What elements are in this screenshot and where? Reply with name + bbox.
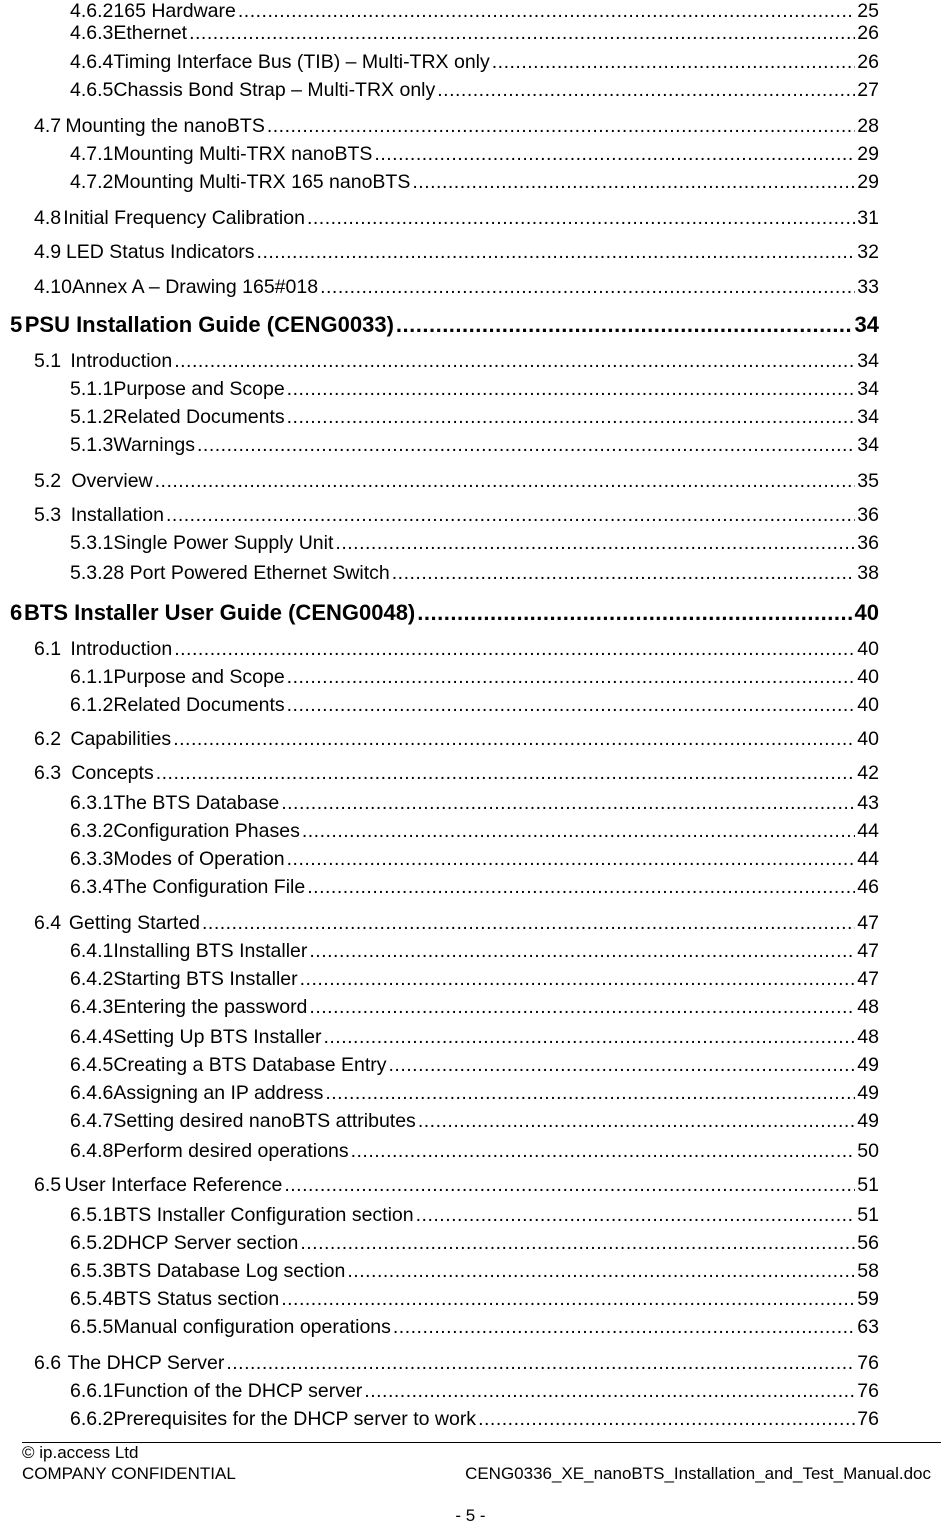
toc-entry[interactable] <box>0 504 879 532</box>
toc-entry[interactable] <box>0 22 879 50</box>
toc-entry-number: 6.6.2 <box>70 1408 114 1430</box>
toc-entry-title: Mounting Multi-TRX nanoBTS <box>113 143 373 165</box>
toc-entry[interactable] <box>0 728 879 756</box>
toc-entry[interactable] <box>0 1260 879 1288</box>
toc-entry-page: 34 <box>854 312 879 337</box>
toc-entry-number: 6.4.2 <box>70 968 114 990</box>
toc-entry-page: 35 <box>857 470 879 492</box>
toc-entry-title: 8 Port Powered Ethernet Switch <box>113 562 390 584</box>
toc-entry-title: Warnings <box>113 434 196 456</box>
toc-leader-dots <box>287 378 856 401</box>
toc-entry-title: Timing Interface Bus (TIB) – Multi-TRX only <box>113 51 490 73</box>
toc-entry-page: 31 <box>857 207 879 229</box>
toc-entry-number: 4.7.2 <box>70 171 114 193</box>
toc-entry-title: Function of the DHCP server <box>113 1380 363 1402</box>
toc-leader-dots <box>437 79 855 102</box>
toc-entry-title: Starting BTS Installer <box>113 968 298 990</box>
toc-entry-title: Creating a BTS Database Entry <box>113 1054 387 1076</box>
toc-entry-title: The DHCP Server <box>67 1352 225 1374</box>
toc-entry-number: 4.7.1 <box>70 143 114 165</box>
toc-entry-page: 29 <box>857 171 879 193</box>
toc-entry[interactable] <box>0 207 879 235</box>
toc-leader-dots <box>492 51 856 74</box>
toc-leader-dots <box>307 207 855 230</box>
toc-entry-title: Single Power Supply Unit <box>113 532 334 554</box>
toc-entry-page: 49 <box>857 1110 879 1132</box>
toc-entry-number: 6.4.4 <box>70 1026 114 1048</box>
toc-entry-number: 4.6.3 <box>70 22 114 44</box>
toc-entry-number: 6.2 <box>34 728 62 750</box>
toc-entry-page: 44 <box>857 848 879 870</box>
toc-entry-number: 6.5.3 <box>70 1260 114 1282</box>
toc-entry-page: 42 <box>857 762 879 784</box>
toc-entry-number: 6.6 <box>34 1352 62 1374</box>
toc-entry-number: 6.4.1 <box>70 940 114 962</box>
toc-leader-dots <box>287 406 856 429</box>
toc-leader-dots <box>287 848 856 871</box>
toc-entry-title: Perform desired operations <box>113 1140 349 1162</box>
toc-entry-page: 47 <box>857 912 879 934</box>
footer-page-number: - 5 - <box>455 1506 486 1525</box>
footer-confidentiality: COMPANY CONFIDENTIAL <box>22 1464 236 1483</box>
toc-entry-page: 33 <box>857 276 879 298</box>
toc-entry-number: 4.6.5 <box>70 79 114 101</box>
toc-entry-page: 51 <box>857 1204 879 1226</box>
toc-entry-number: 5.1.2 <box>70 406 114 428</box>
toc-entry-title: BTS Status section <box>113 1288 280 1310</box>
toc-leader-dots <box>307 876 855 899</box>
toc-entry-number: 4.9 <box>34 241 62 263</box>
toc-entry-number: 6.4.3 <box>70 996 114 1018</box>
toc-entry[interactable] <box>0 600 879 628</box>
toc-entry[interactable] <box>0 1026 879 1054</box>
toc-entry-number: 4.8 <box>34 207 62 229</box>
toc-leader-dots <box>389 1054 856 1077</box>
toc-entry[interactable] <box>0 996 879 1024</box>
toc-entry-page: 47 <box>857 968 879 990</box>
toc-entry[interactable] <box>0 241 879 269</box>
toc-entry[interactable] <box>0 312 879 340</box>
toc-entry-number: 6.6.1 <box>70 1380 114 1402</box>
toc-entry-number: 5.3.1 <box>70 532 114 554</box>
toc-entry-title: Setting desired nanoBTS attributes <box>113 1110 416 1132</box>
toc-entry-number: 5.1 <box>34 350 62 372</box>
toc-entry[interactable] <box>0 666 879 694</box>
toc-entry[interactable] <box>0 1380 879 1408</box>
toc-entry-page: 34 <box>857 434 879 456</box>
toc-entry-title: Manual configuration operations <box>113 1316 391 1338</box>
toc-leader-dots <box>392 562 856 585</box>
toc-entry-number: 5.3 <box>34 504 62 526</box>
toc-entry-number: 6.4.7 <box>70 1110 114 1132</box>
toc-leader-dots <box>320 276 855 299</box>
toc-entry-page: 76 <box>857 1352 879 1374</box>
toc-leader-dots <box>374 143 855 166</box>
toc-entry-number: 4.10 <box>34 276 72 298</box>
toc-entry-page: 26 <box>857 51 879 73</box>
toc-entry-page: 76 <box>857 1408 879 1430</box>
toc-leader-dots <box>351 1140 856 1163</box>
toc-entry-page: 51 <box>857 1174 879 1196</box>
toc-entry[interactable] <box>0 378 879 406</box>
toc-entry-page: 25 <box>857 0 879 22</box>
toc-entry[interactable] <box>0 1316 879 1344</box>
toc-entry[interactable] <box>0 1408 879 1436</box>
toc-entry-number: 6.5 <box>34 1174 62 1196</box>
toc-leader-dots <box>155 470 856 493</box>
toc-entry-title: BTS Installer Configuration section <box>113 1204 414 1226</box>
toc-entry-page: 46 <box>857 876 879 898</box>
toc-leader-dots <box>300 968 856 991</box>
toc-entry-page: 29 <box>857 143 879 165</box>
toc-leader-dots <box>396 312 853 338</box>
toc-entry-title: Purpose and Scope <box>113 378 285 400</box>
toc-entry[interactable] <box>0 406 879 434</box>
toc-entry-page: 32 <box>857 241 879 263</box>
toc-leader-dots <box>393 1316 855 1339</box>
toc-leader-dots <box>347 1260 855 1283</box>
toc-entry[interactable] <box>0 1232 879 1260</box>
toc-entry-page: 76 <box>857 1380 879 1402</box>
toc-entry-page: 58 <box>857 1260 879 1282</box>
toc-leader-dots <box>412 171 855 194</box>
toc-entry[interactable] <box>0 792 879 820</box>
toc-entry-page: 34 <box>857 350 879 372</box>
toc-entry[interactable] <box>0 1110 879 1138</box>
toc-entry[interactable] <box>0 1288 879 1316</box>
toc-entry-page: 49 <box>857 1054 879 1076</box>
toc-entry-title: Modes of Operation <box>113 848 285 870</box>
toc-entry-number: 5 <box>10 312 23 337</box>
toc-entry-page: 34 <box>857 406 879 428</box>
toc-entry-title: Getting Started <box>68 912 201 934</box>
toc-entry-number: 6.1.1 <box>70 666 114 688</box>
toc-entry-number: 6 <box>10 600 23 625</box>
toc-entry-page: 36 <box>857 504 879 526</box>
toc-entry-number: 6.5.2 <box>70 1232 114 1254</box>
toc-leader-dots <box>335 532 855 555</box>
toc-entry-page: 43 <box>857 792 879 814</box>
toc-entry-number: 6.1.2 <box>70 694 114 716</box>
toc-entry-title: Purpose and Scope <box>113 666 285 688</box>
toc-entry-number: 6.5.1 <box>70 1204 114 1226</box>
toc-leader-dots <box>238 0 855 23</box>
toc-entry-title: Annex A – Drawing 165#018 <box>71 276 319 298</box>
toc-entry-title: Introduction <box>70 638 173 660</box>
toc-leader-dots <box>281 792 855 815</box>
toc-entry-title: Ethernet <box>113 22 188 44</box>
toc-leader-dots <box>287 694 856 717</box>
toc-entry-page: 44 <box>857 820 879 842</box>
toc-entry-title: 165 Hardware <box>113 0 236 22</box>
toc-entry[interactable] <box>0 143 879 171</box>
toc-leader-dots <box>309 996 855 1019</box>
toc-entry-title: Related Documents <box>113 406 285 428</box>
toc-entry-title: The Configuration File <box>113 876 306 898</box>
toc-entry[interactable] <box>0 848 879 876</box>
toc-entry-page: 48 <box>857 996 879 1018</box>
toc-leader-dots <box>325 1082 855 1105</box>
toc-entry[interactable] <box>0 115 879 143</box>
toc-entry[interactable] <box>0 940 879 968</box>
toc-leader-dots <box>284 1174 855 1197</box>
toc-entry-title: Entering the password <box>113 996 308 1018</box>
toc-entry-number: 6.5.4 <box>70 1288 114 1310</box>
toc-entry-title: Setting Up BTS Installer <box>113 1026 322 1048</box>
toc-entry-number: 4.6.4 <box>70 51 114 73</box>
toc-entry[interactable] <box>0 1082 879 1110</box>
toc-entry-page: 40 <box>857 694 879 716</box>
toc-entry-page: 49 <box>857 1082 879 1104</box>
toc-entry-title: Assigning an IP address <box>113 1082 324 1104</box>
toc-entry-title: Installation <box>70 504 164 526</box>
toc-entry-number: 5.3.2 <box>70 562 114 584</box>
toc-leader-dots <box>417 600 852 626</box>
footer-divider <box>22 1442 941 1443</box>
toc-entry[interactable] <box>0 1054 879 1082</box>
toc-entry-number: 4.7 <box>34 115 62 137</box>
toc-entry-number: 6.4 <box>34 912 62 934</box>
toc-entry-number: 6.3.4 <box>70 876 114 898</box>
toc-entry-title: DHCP Server section <box>113 1232 299 1254</box>
toc-entry-title: Overview <box>71 470 153 492</box>
toc-entry[interactable] <box>0 912 879 940</box>
toc-entry[interactable] <box>0 276 879 304</box>
toc-leader-dots <box>174 638 855 661</box>
toc-entry[interactable] <box>0 1352 879 1380</box>
toc-entry-title: Initial Frequency Calibration <box>63 207 305 229</box>
toc-leader-dots <box>478 1408 855 1431</box>
toc-entry-title: Concepts <box>71 762 154 784</box>
toc-leader-dots <box>309 940 855 963</box>
toc-entry[interactable] <box>0 79 879 107</box>
toc-entry-number: 6.1 <box>34 638 62 660</box>
toc-leader-dots <box>156 762 856 785</box>
toc-entry-page: 56 <box>857 1232 879 1254</box>
toc-entry-number: 6.3 <box>34 762 62 784</box>
toc-entry[interactable] <box>0 638 879 666</box>
toc-entry-number: 6.4.8 <box>70 1140 114 1162</box>
toc-entry[interactable] <box>0 171 879 199</box>
toc-entry[interactable] <box>0 820 879 848</box>
toc-entry-title: The BTS Database <box>113 792 280 814</box>
toc-entry-number: 6.3.2 <box>70 820 114 842</box>
toc-entry-page: 47 <box>857 940 879 962</box>
toc-entry-number: 6.3.1 <box>70 792 114 814</box>
toc-entry-title: BTS Database Log section <box>113 1260 346 1282</box>
toc-entry[interactable] <box>0 434 879 462</box>
toc-leader-dots <box>226 1352 855 1375</box>
toc-entry[interactable] <box>0 876 879 904</box>
toc-leader-dots <box>323 1026 855 1049</box>
toc-entry-page: 40 <box>857 638 879 660</box>
toc-leader-dots <box>267 115 855 138</box>
toc-entry-page: 34 <box>857 378 879 400</box>
toc-entry[interactable] <box>0 968 879 996</box>
toc-entry-page: 36 <box>857 532 879 554</box>
toc-entry-title: BTS Installer User Guide (CENG0048) <box>24 600 416 625</box>
toc-entry[interactable] <box>0 51 879 79</box>
toc-leader-dots <box>197 434 855 457</box>
toc-entry-number: 5.1.1 <box>70 378 114 400</box>
toc-entry[interactable] <box>0 1140 879 1168</box>
toc-entry-page: 38 <box>857 562 879 584</box>
toc-entry-title: LED Status Indicators <box>65 241 255 263</box>
toc-leader-dots <box>300 1232 855 1255</box>
toc-leader-dots <box>416 1204 856 1227</box>
toc-entry-title: Mounting Multi-TRX 165 nanoBTS <box>113 171 411 193</box>
toc-entry-number: 6.5.5 <box>70 1316 114 1338</box>
toc-entry-number: 6.4.5 <box>70 1054 114 1076</box>
toc-entry-number: 6.4.6 <box>70 1082 114 1104</box>
toc-entry-number: 4.6.2 <box>70 0 114 22</box>
toc-leader-dots <box>418 1110 855 1133</box>
toc-entry[interactable] <box>0 762 879 790</box>
toc-entry[interactable] <box>0 562 879 590</box>
footer-filename: CENG0336_XE_nanoBTS_Installation_and_Test_Manual.doc <box>465 1464 931 1483</box>
toc-entry-title: Introduction <box>70 350 173 372</box>
toc-leader-dots <box>364 1380 855 1403</box>
toc-entry-number: 5.2 <box>34 470 62 492</box>
toc-leader-dots <box>257 241 856 264</box>
toc-entry[interactable] <box>0 470 879 498</box>
toc-entry-page: 50 <box>857 1140 879 1162</box>
toc-entry-page: 40 <box>857 728 879 750</box>
toc-entry-page: 40 <box>857 666 879 688</box>
toc-entry-page: 26 <box>857 22 879 44</box>
toc-entry-title: Related Documents <box>113 694 285 716</box>
toc-entry[interactable] <box>0 1174 879 1202</box>
toc-leader-dots <box>166 504 855 527</box>
toc-entry-title: User Interface Reference <box>64 1174 283 1196</box>
toc-entry-title: Installing BTS Installer <box>113 940 308 962</box>
toc-leader-dots <box>281 1288 855 1311</box>
toc-entry-number: 6.3.3 <box>70 848 114 870</box>
toc-entry[interactable] <box>0 532 879 560</box>
toc-entry-title: Prerequisites for the DHCP server to work <box>113 1408 477 1430</box>
toc-entry[interactable] <box>0 350 879 378</box>
toc-entry-title: Mounting the nanoBTS <box>65 115 265 137</box>
toc-entry[interactable] <box>0 1204 879 1232</box>
toc-entry-page: 28 <box>857 115 879 137</box>
toc-entry[interactable] <box>0 694 879 722</box>
toc-entry-number: 5.1.3 <box>70 434 114 456</box>
toc-entry-page: 40 <box>854 600 879 625</box>
toc-leader-dots <box>174 350 855 373</box>
toc-leader-dots <box>287 666 856 689</box>
toc-leader-dots <box>173 728 855 751</box>
toc-leader-dots <box>302 820 855 843</box>
toc-entry-page: 59 <box>857 1288 879 1310</box>
toc-entry-title: Configuration Phases <box>113 820 300 842</box>
toc-entry-page: 27 <box>857 79 879 101</box>
toc-entry-title: Chassis Bond Strap – Multi-TRX only <box>113 79 436 101</box>
toc-entry-page: 48 <box>857 1026 879 1048</box>
toc-entry-title: Capabilities <box>70 728 172 750</box>
toc-entry-title: PSU Installation Guide (CENG0033) <box>24 312 394 337</box>
toc-leader-dots <box>189 22 855 45</box>
footer-company: © ip.access Ltd <box>22 1443 139 1462</box>
toc-leader-dots <box>202 912 855 935</box>
toc-entry-page: 63 <box>857 1316 879 1338</box>
